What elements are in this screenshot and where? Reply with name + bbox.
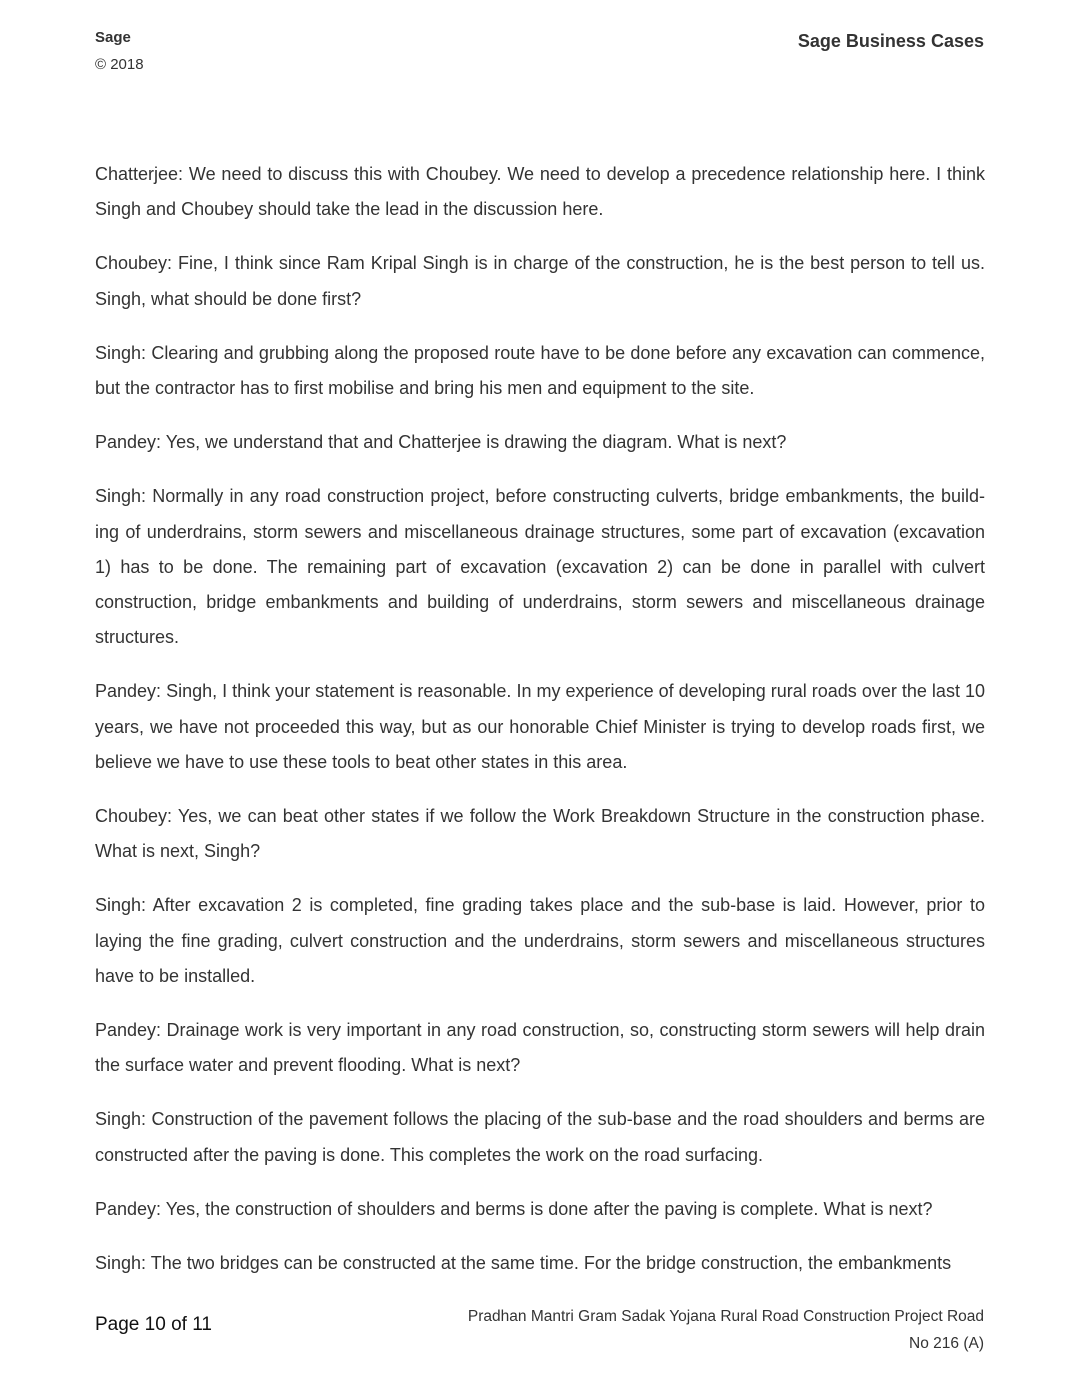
paragraph: Pandey: Yes, the construction of shoulders and berms is done after the paving is complete. What is next? (95, 1198, 933, 1219)
paragraph: Singh: Construction of the pavement follows the placing of the sub-base and the road shoulders and berms are constructed after the paving is done. This completes the work on the road surfacing. (95, 1109, 985, 1165)
publisher-name: Sage (95, 29, 131, 46)
case-body (95, 157, 985, 1300)
page-header-left (95, 28, 144, 75)
page-number: Page 10 of 11 (95, 1314, 212, 1335)
paragraph: Choubey: Fine, I think since Ram Kripal Singh is in charge of the construction, he is the best person to tell us. Singh, what should be done first? (95, 253, 985, 309)
case-title-line: No 216 (A) (909, 1335, 984, 1352)
case-title-line: Pradhan Mantri Gram Sadak Yojana Rural Road Construction Project Road (467, 1308, 984, 1325)
paragraph: Singh: The two bridges can be constructed at the same time. For the bridge construction, the embankments (95, 1253, 952, 1274)
case-title-footer (424, 1303, 984, 1357)
copyright-notice: © 2018 (95, 56, 144, 73)
paragraph: Singh: Clearing and grubbing along the proposed route have to be done before any excavation can commence, but the contractor has to first mobilise and bring his men and equipment to the site. (95, 342, 985, 399)
paragraph: Pandey: Yes, we understand that and Chatterjee is drawing the diagram. What is next? (95, 432, 787, 453)
collection-title: Sage Business Cases (797, 31, 984, 51)
paragraph: Chatterjee: We need to discuss this with Choubey. We need to develop a precedence relationship here. I think Singh and Choubey should take the lead in the discussion here. (95, 164, 985, 220)
paragraph: Singh: After excavation 2 is completed, fine grading takes place and the sub-base is laid. However, prior to laying the fine grading, culvert construction and the underdrains, storm sewers and miscellaneous structures have to be installed. (95, 895, 985, 986)
paragraph: Pandey: Singh, I think your statement is reasonable. In my experience of developing rural roads over the last 10 years, we have not proceeded this way, but as our honorable Chief Minister is trying to develop roads first, we believe we have to use these tools to beat other states in this area. (95, 681, 985, 772)
paragraph: Singh: Normally in any road construction project, before constructing culverts, bridge embankments, the building of underdrains, storm sewers and miscellaneous drainage structures, some part of excavation (excavation 1) has to be done. The remaining part of excavation (excavation 2) can be done in parallel with culvert construction, bridge embankments and building of underdrains, storm sewers and miscellaneous drainage structures. (95, 486, 985, 648)
paragraph: Pandey: Drainage work is very important in any road construction, so, constructing storm sewers will help drain the surface water and prevent flooding. What is next? (95, 1020, 985, 1076)
paragraph: Choubey: Yes, we can beat other states if we follow the Work Breakdown Structure in the construction phase. What is next, Singh? (95, 806, 985, 862)
